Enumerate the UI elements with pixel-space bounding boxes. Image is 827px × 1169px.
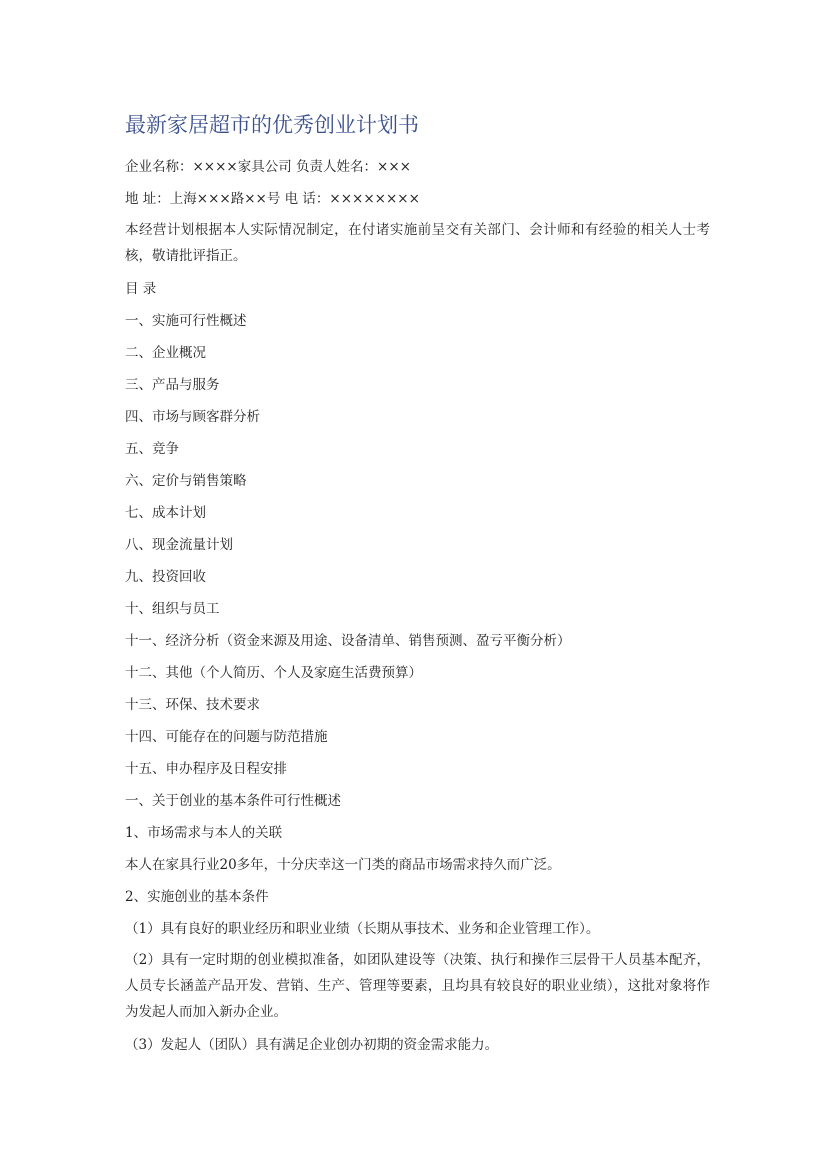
list-item: （2）具有一定时期的创业模拟准备，如团队建设等（决策、执行和操作三层骨干人员基本配齐，人员专长涵盖产品开发、营销、生产、管理等要素，且均具有较良好的职业业绩），这批对象将作为发起人而加入新办企业。 <box>125 952 710 1020</box>
toc-item: 十五、申办程序及日程安排 <box>125 761 287 777</box>
toc-item: 一、实施可行性概述 <box>125 313 247 329</box>
toc-item: 九、投资回收 <box>125 569 206 585</box>
subsection-heading: 1、市场需求与本人的关联 <box>125 825 283 841</box>
page-title: 最新家居超市的优秀创业计划书 <box>125 113 419 137</box>
toc-item: 四、市场与顾客群分析 <box>125 409 260 425</box>
toc-item: 十、组织与员工 <box>125 601 220 617</box>
toc-item: 十二、其他（个人简历、个人及家庭生活费预算） <box>125 665 422 681</box>
list-item: （1）具有良好的职业经历和职业业绩（长期从事技术、业务和企业管理工作）。 <box>125 921 600 937</box>
toc-item: 二、企业概况 <box>125 345 206 361</box>
subsection-heading: 2、实施创业的基本条件 <box>125 889 269 905</box>
toc-item: 十三、环保、技术要求 <box>125 697 260 713</box>
company-info-line: 企业名称：××××家具公司 负责人姓名：××× <box>125 159 411 175</box>
toc-item: 七、成本计划 <box>125 505 206 521</box>
toc-item: 六、定价与销售策略 <box>125 473 247 489</box>
body-paragraph: 本人在家具行业20多年，十分庆幸这一门类的商品市场需求持久而广泛。 <box>125 857 561 873</box>
toc-item: 十一、经济分析（资金来源及用途、设备清单、销售预测、盈亏平衡分析） <box>125 633 571 649</box>
toc-heading: 目 录 <box>125 281 157 297</box>
toc-item: 三、产品与服务 <box>125 377 220 393</box>
list-item: （3）发起人（团队）具有满足企业创办初期的资金需求能力。 <box>125 1037 499 1053</box>
toc-item: 十四、可能存在的问题与防范措施 <box>125 729 328 745</box>
section-heading: 一、关于创业的基本条件可行性概述 <box>125 793 341 809</box>
document-body <box>125 151 710 1061</box>
toc-item: 八、现金流量计划 <box>125 537 233 553</box>
address-line: 地 址：上海×××路××号 电 话：×××××××× <box>125 191 420 207</box>
toc-item: 五、竞争 <box>125 441 179 457</box>
intro-paragraph: 本经营计划根据本人实际情况制定，在付诸实施前呈交有关部门、会计师和有经验的相关人士考核，敬请批评指正。 <box>125 222 710 264</box>
